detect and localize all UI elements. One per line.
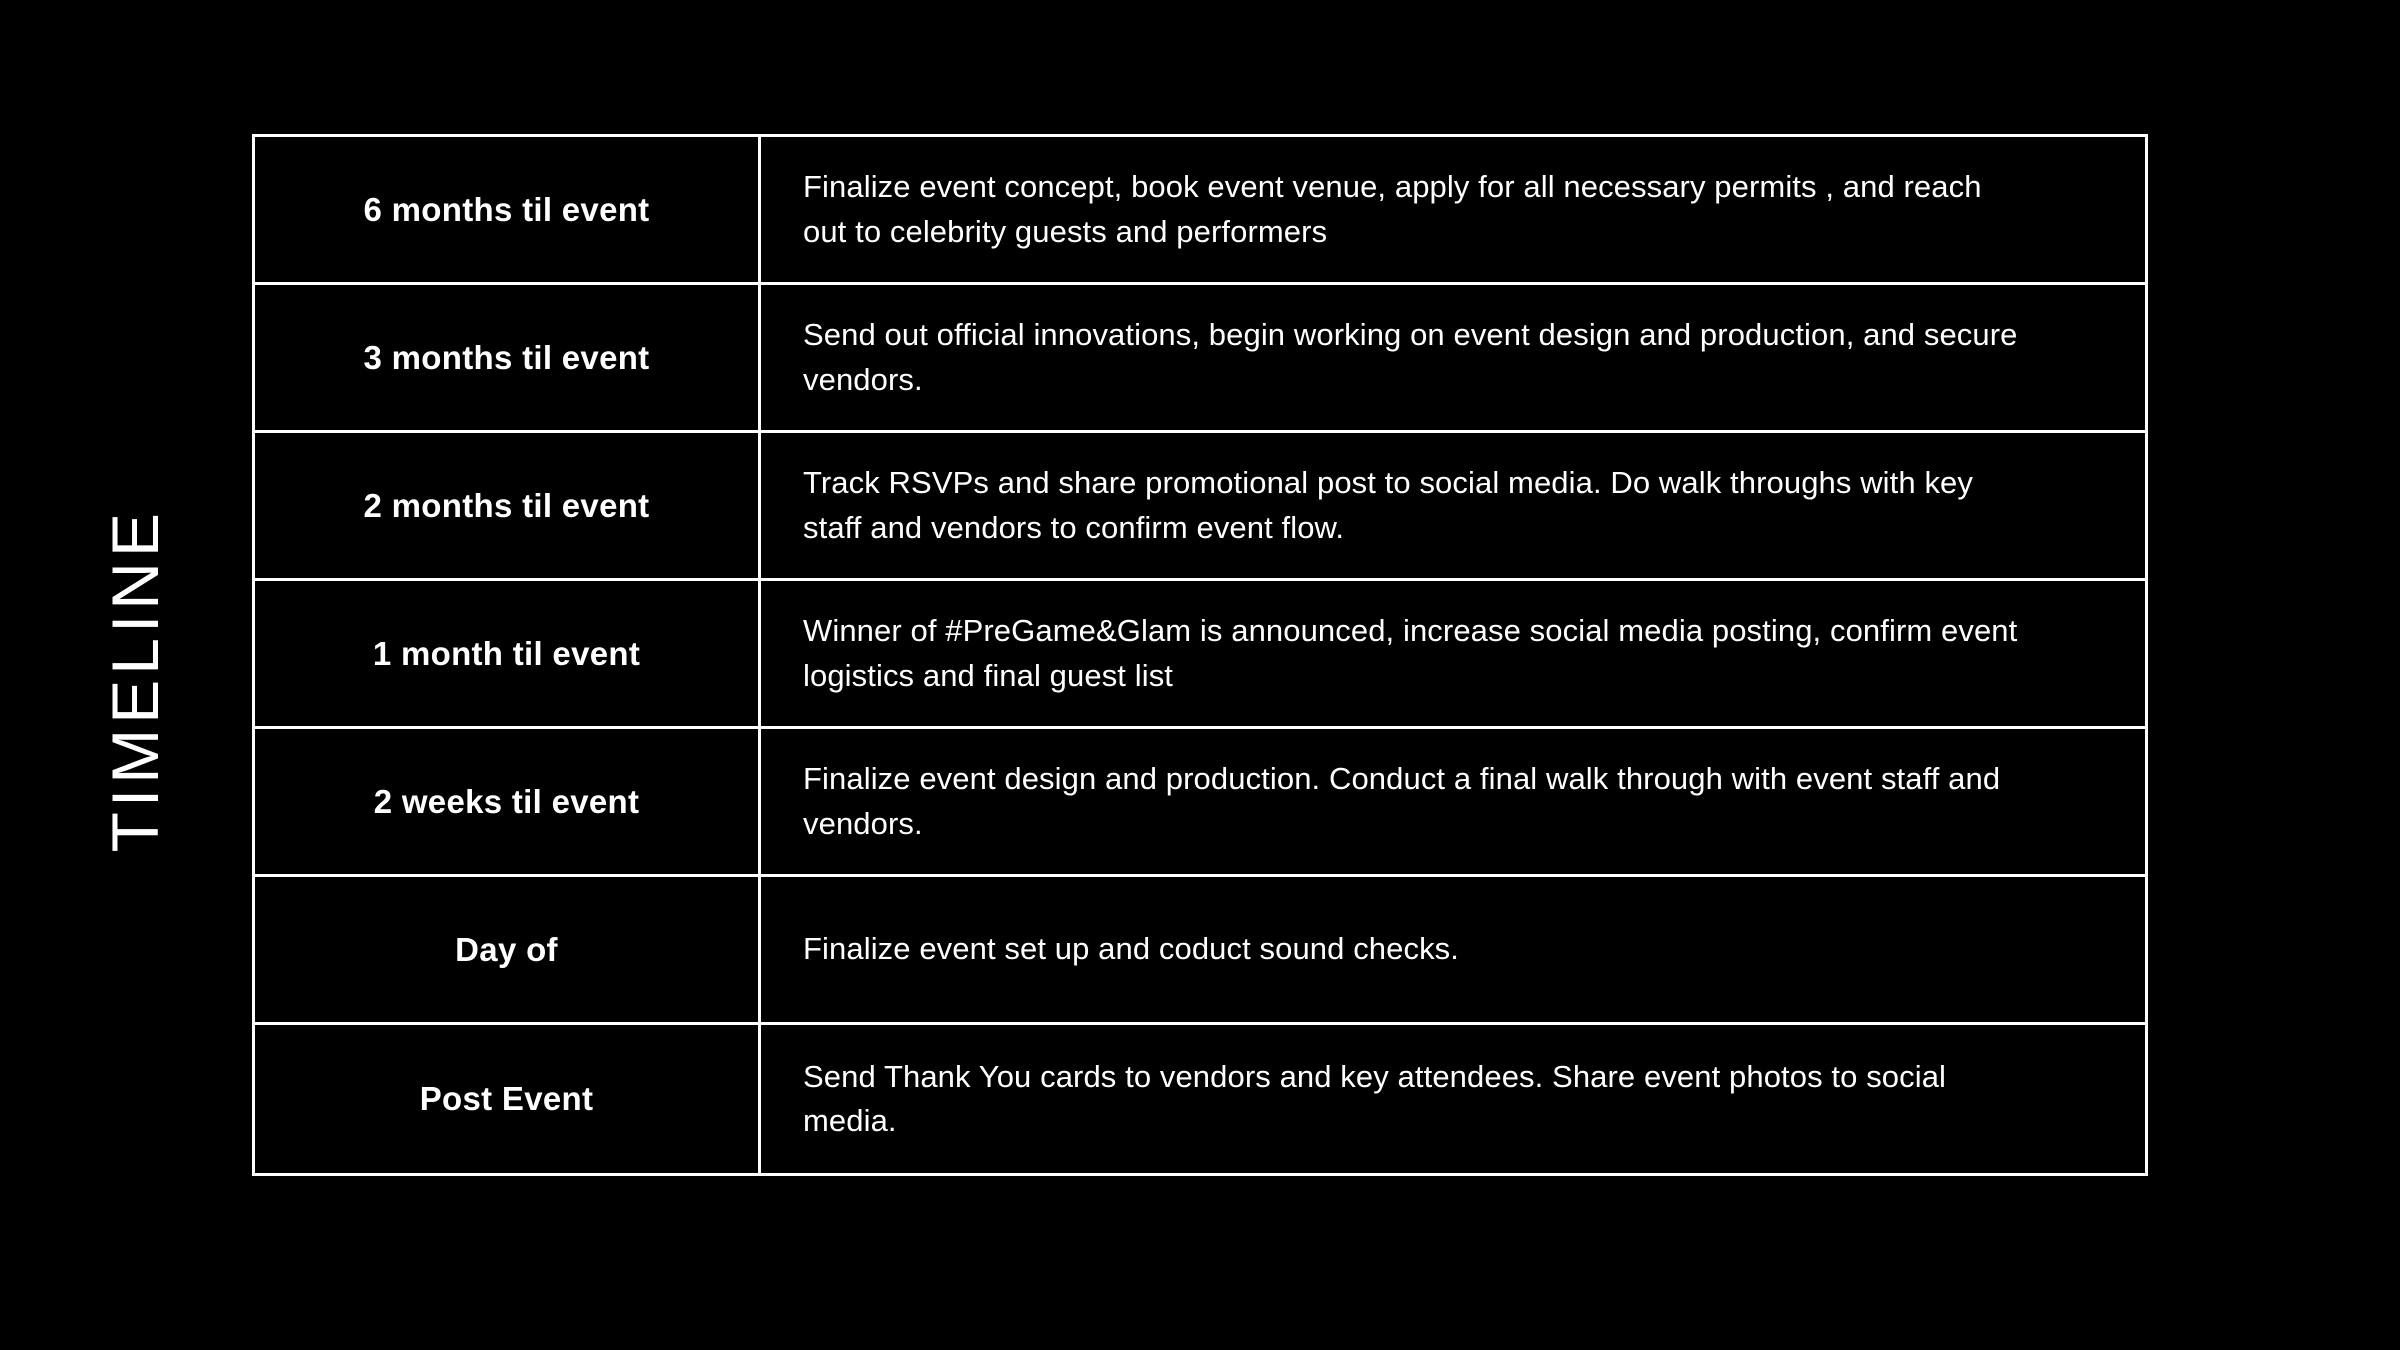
- row-label: 1 month til event: [372, 634, 641, 672]
- table-row: [255, 285, 2145, 433]
- timeline-table: [252, 134, 2148, 1176]
- table-row: [255, 433, 2145, 581]
- table-cell-description: [761, 137, 2145, 282]
- row-label: Day of: [455, 930, 558, 968]
- table-cell-description: [761, 285, 2145, 430]
- row-description: Finalize event design and production. Conduct a final walk through with event staff and vendors.: [803, 761, 2001, 841]
- table-cell-label: [255, 877, 761, 1022]
- row-label: Post Event: [419, 1080, 594, 1118]
- page-title-text: TIMELINE: [98, 507, 172, 853]
- row-description: Track RSVPs and share promotional post to social media. Do walk throughs with key staff and vendors to confirm event flow.: [803, 465, 1973, 545]
- table-cell-description: [761, 877, 2145, 1022]
- row-label: 6 months til event: [363, 190, 650, 228]
- row-description: Send out official innovations, begin working on event design and production, and secure vendors.: [803, 317, 2018, 397]
- table-cell-label: [255, 1025, 761, 1173]
- table-cell-description: [761, 729, 2145, 874]
- table-cell-label: [255, 581, 761, 726]
- page-title: [95, 480, 175, 880]
- table-row: [255, 877, 2145, 1025]
- row-label: 2 months til event: [363, 486, 650, 524]
- row-description: Send Thank You cards to vendors and key attendees. Share event photos to social media.: [803, 1058, 1947, 1138]
- table-cell-description: [761, 581, 2145, 726]
- row-label: 3 months til event: [363, 338, 650, 376]
- table-cell-label: [255, 729, 761, 874]
- table-cell-label: [255, 137, 761, 282]
- table-cell-label: [255, 285, 761, 430]
- table-cell-label: [255, 433, 761, 578]
- table-row: [255, 729, 2145, 877]
- row-description: Winner of #PreGame&Glam is announced, increase social media posting, confirm event logistics and final guest list: [803, 613, 2018, 693]
- row-description: Finalize event concept, book event venue, apply for all necessary permits , and reach out to celebrity guests and performers: [803, 169, 1982, 249]
- table-cell-description: [761, 433, 2145, 578]
- row-label: 2 weeks til event: [373, 782, 640, 820]
- table-row: [255, 137, 2145, 285]
- table-cell-description: [761, 1025, 2145, 1173]
- table-row: [255, 1025, 2145, 1173]
- row-description: Finalize event set up and coduct sound checks.: [803, 931, 1459, 967]
- table-row: [255, 581, 2145, 729]
